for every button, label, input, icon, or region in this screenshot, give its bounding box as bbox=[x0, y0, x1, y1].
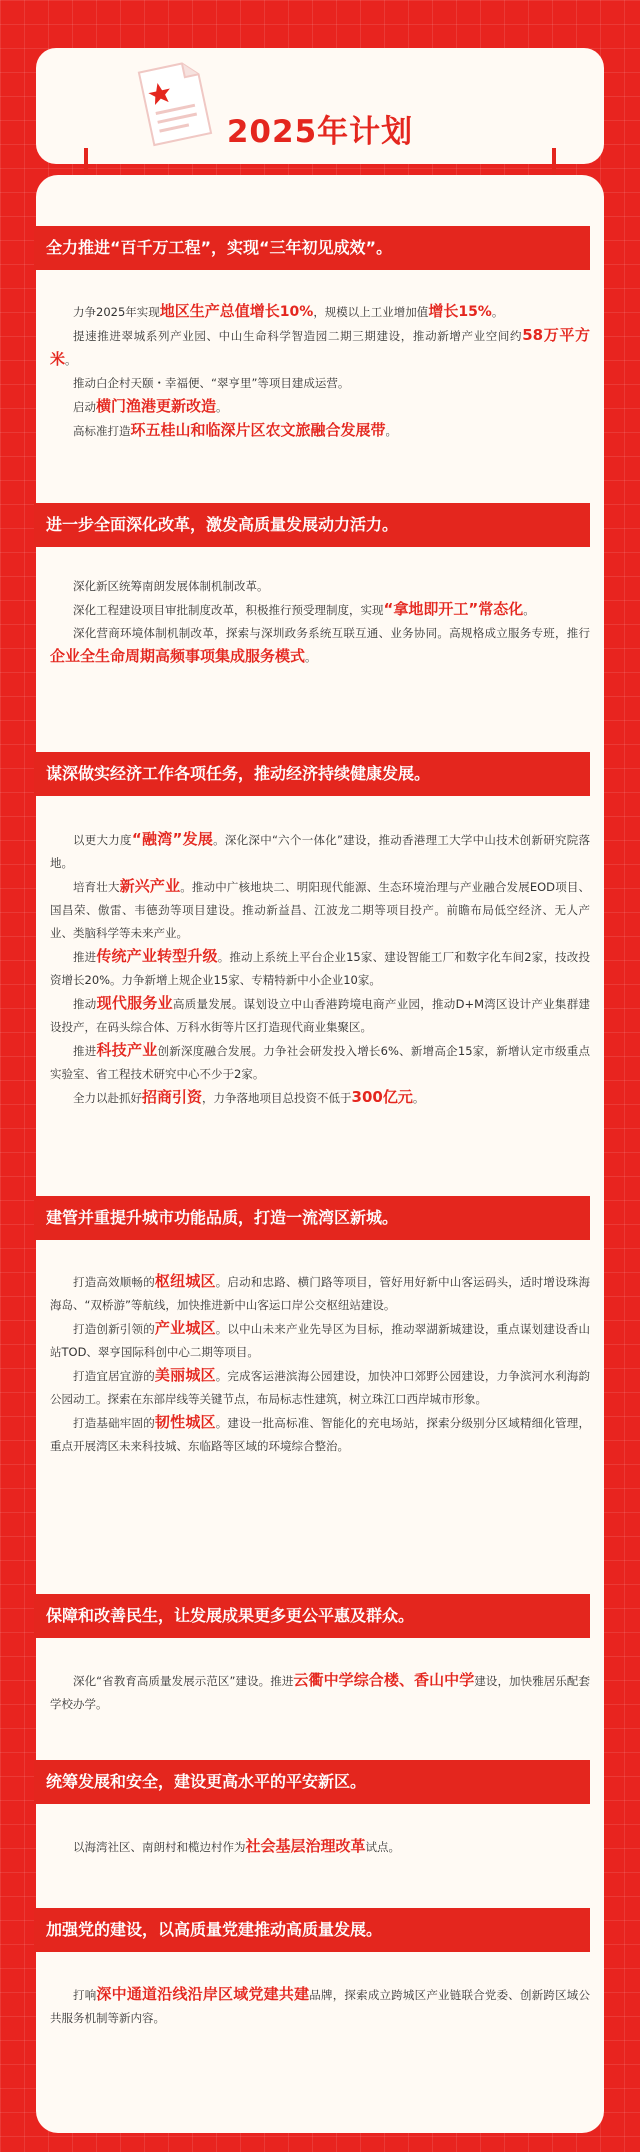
body-paragraph bbox=[50, 598, 590, 622]
section-heading: 全力推进“百千万工程”，实现“三年初见成效”。 bbox=[34, 226, 590, 270]
body-text: 高质量发展。谋划设立中山香港跨境电商产业园，推动D+M湾区设计产业集群建设投产，在码头综合体、万科水街等片区打造现代商业集聚区。 bbox=[50, 997, 590, 1034]
highlight-text: 300亿元 bbox=[351, 1088, 413, 1106]
body-text: 。完成客运港滨海公园建设，加快冲口郊野公园建设，力争滨河水利海韵公园动工。探索在东部岸线等关键节点，布局标志性建筑，树立珠江口西岸城市形象。 bbox=[50, 1369, 590, 1406]
body-paragraph bbox=[50, 324, 590, 372]
body-text: 。启动和忠路、横门路等项目，管好用好新中山客运码头，适时增设珠海海岛、“双桥游”等航线，加快推进新中山客运口岸公交枢纽站建设。 bbox=[50, 1275, 590, 1312]
highlight-text: 传统产业转型升级 bbox=[96, 947, 218, 965]
body-text: 。 bbox=[65, 353, 77, 367]
highlight-text: “融湾”发展 bbox=[131, 830, 214, 848]
body-paragraph bbox=[50, 828, 590, 875]
section-heading: 建管并重提升城市功能品质，打造一流湾区新城。 bbox=[34, 1196, 590, 1240]
header-card bbox=[36, 48, 604, 164]
section-body bbox=[50, 1270, 590, 1458]
body-text: 推动白企村天颐・幸福便、“翠亨里”等项目建成运营。 bbox=[73, 376, 350, 390]
highlight-text: 云衢中学综合楼、香山中学 bbox=[293, 1671, 475, 1689]
body-paragraph bbox=[50, 1270, 590, 1317]
highlight-number: 10% bbox=[279, 304, 314, 320]
highlight-text: 新兴产业 bbox=[119, 877, 181, 895]
body-text: 建设，加快雅居乐配套学校办学。 bbox=[50, 1674, 590, 1711]
body-text: 推进 bbox=[73, 950, 97, 964]
highlight-text: 社会基层治理改革 bbox=[245, 1837, 366, 1855]
body-text: 高标准打造 bbox=[73, 424, 131, 438]
highlight-text: 韧性城区 bbox=[154, 1413, 216, 1431]
highlight-number: 15% bbox=[458, 304, 492, 320]
body-text: 深化营商环境体制机制改革，探索与深圳政务系统互联互通、业务协同。高规格成立服务专班，推行 bbox=[73, 626, 590, 640]
body-text: 。推动上系统上平台企业15家、建设智能工厂和数字化车间2家，技改投资增长20%。力争新增上规企业15家、专精特新中小企业10家。 bbox=[50, 950, 590, 987]
highlight-text: 现代服务业 bbox=[96, 994, 173, 1012]
body-text: 。 bbox=[305, 650, 317, 664]
body-text: 深化新区统筹南朗发展体制机制改革。 bbox=[73, 579, 269, 593]
highlight-text: 58万平方米 bbox=[50, 326, 590, 368]
body-paragraph bbox=[50, 622, 590, 669]
body-text: 培育壮大 bbox=[73, 880, 120, 894]
body-text: 深化“省教育高质量发展示范区”建设。推进 bbox=[73, 1674, 294, 1688]
body-text: 。建设一批高标准、智能化的充电场站，探索分级别分区域精细化管理，重点开展湾区未来科技城、东临路等区域的环境综合整治。 bbox=[50, 1416, 590, 1453]
body-text: 打造基础牢固的 bbox=[73, 1416, 155, 1430]
highlight-text: 企业全生命周期高频事项集成服务模式 bbox=[50, 647, 306, 665]
body-text: 力争2025年实现 bbox=[73, 305, 160, 319]
highlight-text: 深中通道沿线沿岸区域党建共建 bbox=[96, 1985, 310, 2003]
body-text: 品牌，探索成立跨城区产业链联合党委、创新跨区域公共服务机制等新内容。 bbox=[50, 1988, 591, 2025]
section-heading: 统筹发展和安全，建设更高水平的平安新区。 bbox=[34, 1760, 590, 1804]
highlight-text: 产业城区 bbox=[154, 1319, 216, 1337]
highlight-text: 增长 bbox=[428, 302, 459, 320]
body-text: 打造创新引领的 bbox=[73, 1322, 155, 1336]
body-text: 试点。 bbox=[365, 1840, 401, 1854]
body-text: 深化工程建设项目审批制度改革，积极推行预受理制度，实现 bbox=[73, 603, 384, 617]
body-text: 创新深度融合发展。力争社会研发投入增长6%、新增高企15家，新增认定市级重点实验室、省工程技术研究中心不少于2家。 bbox=[50, 1044, 591, 1081]
body-paragraph bbox=[50, 395, 590, 419]
body-text: 。 bbox=[385, 424, 398, 438]
body-text: 推进 bbox=[73, 1044, 97, 1058]
section-body bbox=[50, 300, 590, 443]
body-paragraph bbox=[50, 992, 590, 1039]
body-text: 。 bbox=[523, 603, 535, 617]
body-paragraph bbox=[50, 1411, 590, 1458]
section-heading: 加强党的建设，以高质量党建推动高质量发展。 bbox=[34, 1908, 590, 1952]
main-card bbox=[36, 175, 604, 2133]
body-paragraph bbox=[50, 300, 590, 324]
section-body bbox=[50, 1835, 590, 1859]
body-text: 打造高效顺畅的 bbox=[73, 1275, 155, 1289]
body-text: 提速推进翠城系列产业园、中山生命科学智造园二期三期建设，推动新增产业空间约 bbox=[73, 329, 523, 343]
body-text: 全力以赴抓好 bbox=[73, 1091, 142, 1105]
body-paragraph bbox=[50, 1039, 590, 1086]
body-text: 以更大力度 bbox=[73, 833, 132, 847]
body-text: 推动 bbox=[73, 997, 97, 1011]
section-heading: 进一步全面深化改革，激发高质量发展动力活力。 bbox=[34, 503, 590, 547]
body-text: ，力争落地项目总投资不低于 bbox=[202, 1091, 352, 1105]
body-paragraph bbox=[50, 1835, 590, 1859]
body-text: 。 bbox=[491, 305, 504, 319]
section-body bbox=[50, 1983, 590, 2030]
body-text: 。深化深中“六个一体化”建设，推动香港理工大学中山技术创新研究院落地。 bbox=[50, 833, 591, 870]
body-text: 打响 bbox=[73, 1988, 97, 2002]
body-paragraph bbox=[50, 372, 590, 395]
highlight-text: “拿地即开工”常态化 bbox=[383, 600, 524, 618]
body-paragraph bbox=[50, 1317, 590, 1364]
body-paragraph bbox=[50, 1983, 590, 2030]
highlight-text: 地区生产总值增长 bbox=[159, 302, 280, 320]
highlight-text: 科技产业 bbox=[96, 1041, 158, 1059]
highlight-text: 枢纽城区 bbox=[154, 1272, 216, 1290]
highlight-text: 美丽城区 bbox=[154, 1366, 216, 1384]
body-paragraph bbox=[50, 1364, 590, 1411]
page-title: 2025年计划 bbox=[226, 114, 414, 150]
body-text: 以海湾社区、南朗村和榄边村作为 bbox=[73, 1840, 246, 1854]
body-text: ，规模以上工业增加值 bbox=[313, 305, 429, 319]
highlight-text: 横门渔港更新改造 bbox=[96, 397, 217, 415]
body-text: 。推动中广核地块二、明阳现代能源、生态环境治理与产业融合发展EOD项目、国昌荣、傲雷、韦德劲等项目建设。推动新益昌、江波龙二期等项目投产。前瞻布局低空经济、无人产业、类脑科学等未来产业。 bbox=[50, 880, 590, 940]
body-paragraph bbox=[50, 945, 590, 992]
body-text: 启动 bbox=[73, 400, 96, 414]
body-text: 。以中山未来产业先导区为目标，推动翠湖新城建设，重点谋划建设香山站TOD、翠亨国际科创中心二期等项目。 bbox=[50, 1322, 590, 1359]
body-text: 。 bbox=[216, 400, 228, 414]
section-heading: 谋深做实经济工作各项任务，推动经济持续健康发展。 bbox=[34, 752, 590, 796]
section-body bbox=[50, 828, 590, 1110]
section-body bbox=[50, 1669, 590, 1716]
body-paragraph bbox=[50, 1669, 590, 1716]
body-paragraph bbox=[50, 575, 590, 598]
highlight-text: 环五桂山和临深片区农文旅融合发展带 bbox=[130, 421, 386, 439]
body-text: 打造宜居宜游的 bbox=[73, 1369, 155, 1383]
body-text: 。 bbox=[412, 1091, 425, 1105]
section-heading: 保障和改善民生，让发展成果更多更公平惠及群众。 bbox=[34, 1594, 590, 1638]
body-paragraph bbox=[50, 419, 590, 443]
section-body bbox=[50, 575, 590, 669]
body-paragraph bbox=[50, 1086, 590, 1110]
highlight-text: 招商引资 bbox=[142, 1088, 203, 1106]
body-paragraph bbox=[50, 875, 590, 945]
